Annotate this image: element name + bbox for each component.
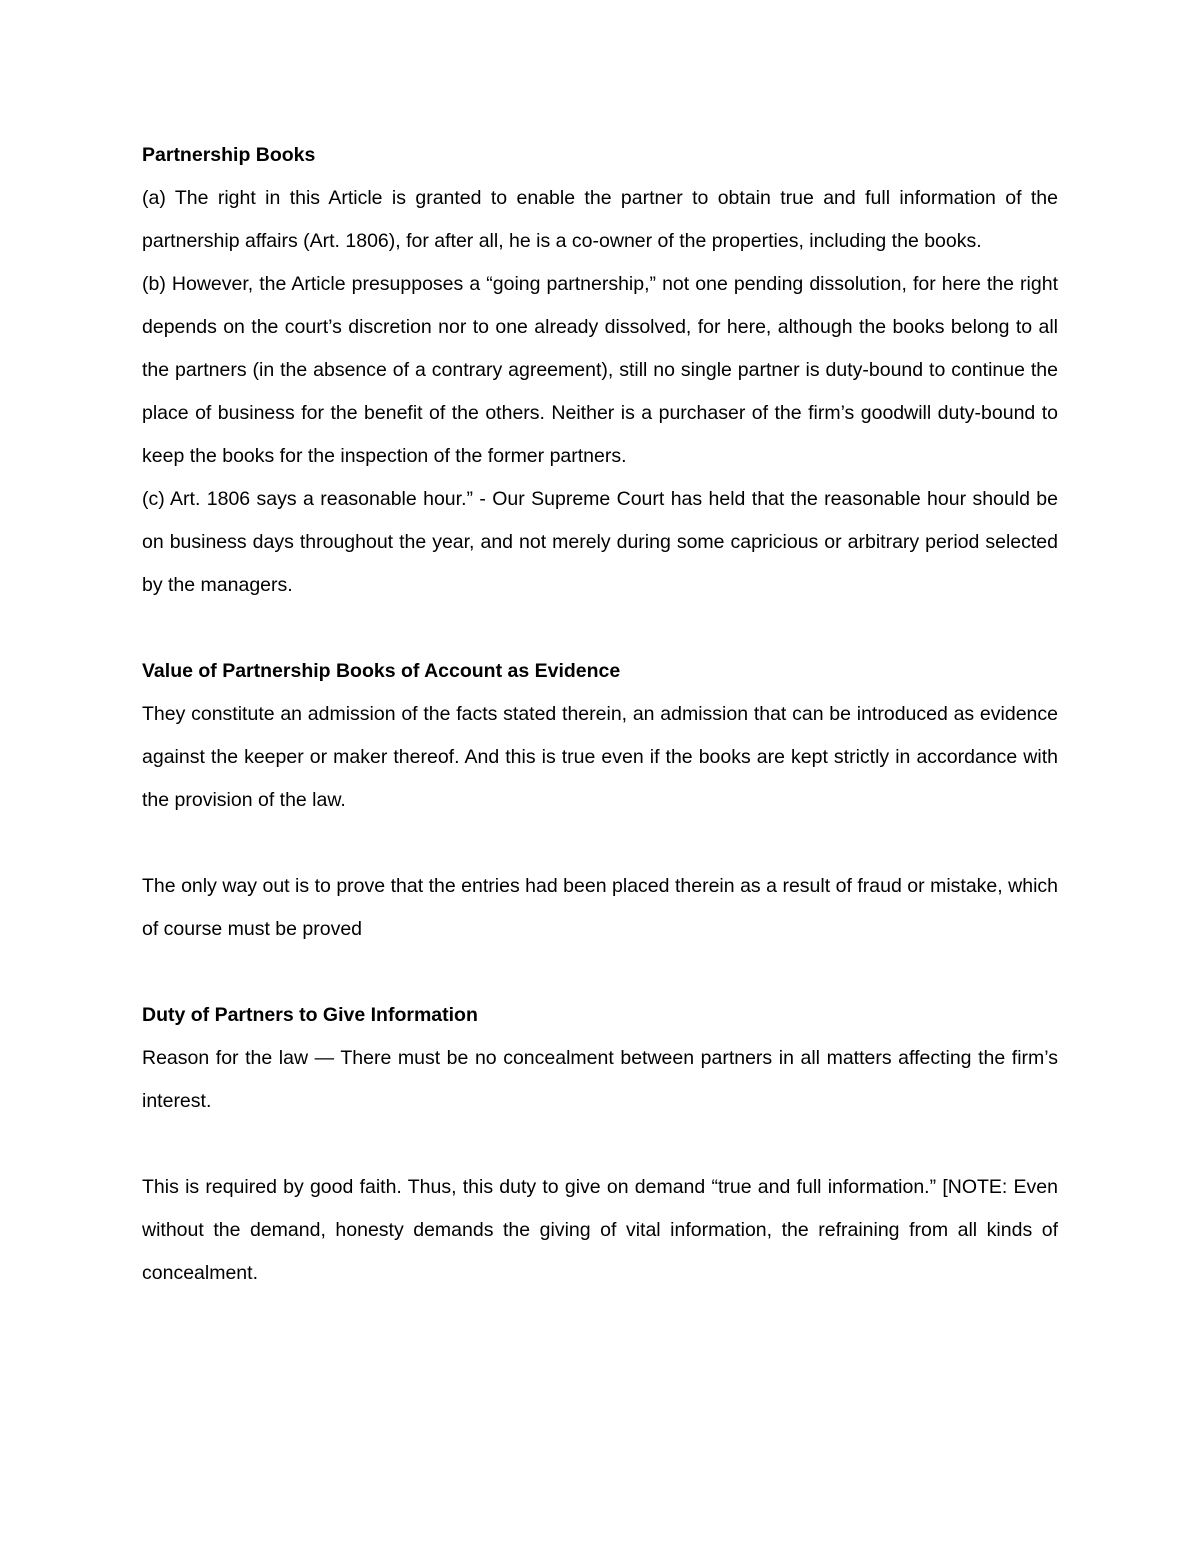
section-spacer (142, 607, 1058, 650)
document-page (142, 134, 1058, 1295)
section-heading-partnership-books: Partnership Books (142, 144, 316, 166)
paragraph-good-faith: This is required by good faith. Thus, this duty to give on demand “true and full information.” [NOTE: Even without the demand, honesty demands the giving of vital information, the refraining from all kinds of concealment. (142, 1176, 1058, 1284)
paragraph-admission: They constitute an admission of the facts stated therein, an admission that can be introduced as evidence against the keeper or maker thereof. And this is true even if the books are kept strictly in accordance with the provision of the law. (142, 703, 1058, 811)
section-heading-duty-to-give-information: Duty of Partners to Give Information (142, 1004, 478, 1026)
paragraph-spacer (142, 1123, 1058, 1166)
paragraph-spacer (142, 822, 1058, 865)
paragraph-reason-for-law: Reason for the law — There must be no concealment between partners in all matters affecting the firm’s interest. (142, 1047, 1058, 1112)
section-heading-value-as-evidence: Value of Partnership Books of Account as Evidence (142, 660, 621, 682)
paragraph-a: (a) The right in this Article is granted to enable the partner to obtain true and full information of the partnership affairs (Art. 1806), for after all, he is a co-owner of the properties, including the books. (142, 187, 1058, 252)
paragraph-b: (b) However, the Article presupposes a “going partnership,” not one pending dissolution, for here the right depends on the court’s discretion nor to one already dissolved, for here, although the books belong to all the partners (in the absence of a contrary agreement), still no single partner is duty-bound to continue the place of business for the benefit of the others. Neither is a purchaser of the firm’s goodwill duty-bound to keep the books for the inspection of the former partners. (142, 273, 1058, 467)
section-spacer (142, 951, 1058, 994)
paragraph-only-way-out: The only way out is to prove that the entries had been placed therein as a result of fraud or mistake, which of course must be proved (142, 875, 1058, 940)
paragraph-c: (c) Art. 1806 says a reasonable hour.” - Our Supreme Court has held that the reasonable hour should be on business days throughout the year, and not merely during some capricious or arbitrary period selected by the managers. (142, 488, 1058, 596)
